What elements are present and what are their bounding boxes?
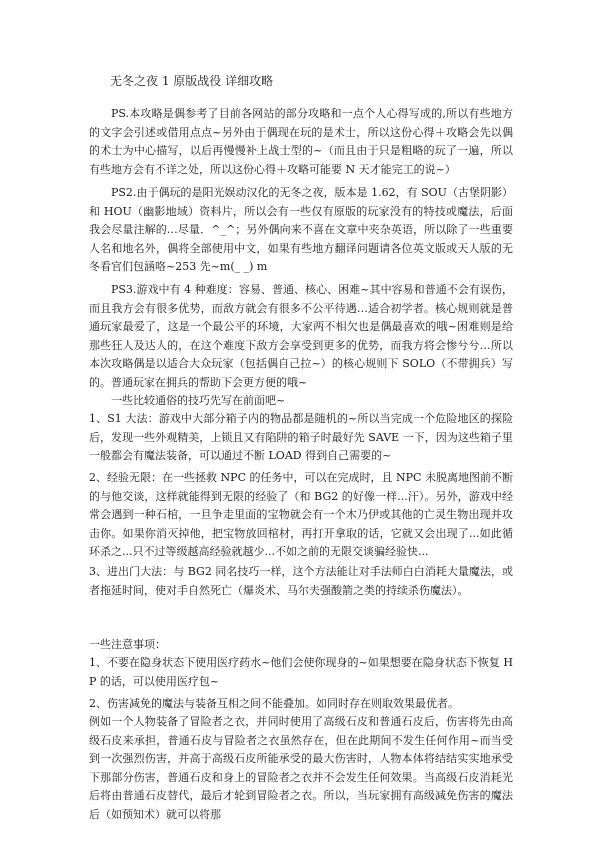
note-1-paragraph: 1、不要在隐身状态下使用医疗药水~他们会使你现身的~如果想要在隐身状态下恢复 HP 的话，可以使用医疗包~ xyxy=(89,656,513,688)
note-2-paragraph: 2、伤害减免的魔法与装备互相之间不能叠加。如同时存在则取效果最优者。 xyxy=(89,697,459,710)
ps3-paragraph: PS3.游戏中有 4 种难度：容易、普通、核心、困难~其中容易和普通不会有误伤，而且我方会有很多优势，而敌方就会有很多不公平待遇…适合初学者。核心规则就是普通玩家最爱了，这是一个最公平的环境，大家两不相欠也是偶最喜欢的哦~困难则是给那些狂人及达人的，在这个难度下敌方会享受到更多的优势，而我方将会惨兮兮…所以本次攻略偶是以适合大众玩家（包括偶自己拉~）的核心规则下 SOLO（不带拥兵）写的。普通玩家在拥兵的帮助下会更方便的哦~ xyxy=(89,283,513,389)
notes-heading: 一些注意事项： xyxy=(89,638,166,651)
tip-2-paragraph: 2、经验无限：在一些拯救 NPC 的任务中，可以在完成时，且 NPC 未脱离地图前不断的与他交谈，这样就能得到无限的经验了（和 BG2 的好像一样...汗）。另外，游戏中经常会遇到一种石棺，一旦争走里面的宝物就会有一个木乃伊或其他的亡灵生物出现并攻击你。如果你消灭掉他，把宝物放回棺材，再打开拿取的话，它就又会出现了...如此循环杀之...只不过等级越高经验就越少...不如之前的无限交谈骗经验快... xyxy=(89,471,513,558)
note-2-example-paragraph: 例如一个人物装备了冒险者之衣，并同时使用了高级石皮和普通石皮后，伤害将先由高级石皮来承担，普通石皮与冒险者之衣虽然存在，但在此期间不发生任何作用~而当受到一次强烈伤害，并高于高级石皮所能承受的最大伤害时，人物本体将结结实实地承受下那部分伤害，普通石皮和身上的冒险者之衣并不会发生任何效果。当高级石皮消耗光后将由普通石皮替代，最后才轮到冒险者之衣。所以，当玩家拥有高级减免伤害的魔法后（如预知术）就可以将那 xyxy=(89,715,513,821)
tip-1-paragraph: 1、S1 大法：游戏中大部分箱子内的物品都是随机的~所以当完成一个危险地区的探险后，发现一些外观精美，上锁且又有陷阱的箱子时最好先 SAVE 一下，因为这些箱子里一般都会有魔法装备，可以通过不断 LOAD 得到自己需要的~ xyxy=(89,412,513,462)
ps2-paragraph: PS2.由于偶玩的是阳光娱动汉化的无冬之夜，版本是 1.62，有 SOU（古堡阴影）和 HOU（幽影地域）资料片，所以会有一些仅有原版的玩家没有的特技或魔法，后面我会尽量注解的…尽量．^_^；另外偶向来不喜在文章中夹杂英语，所以除了一些重要人名和地名外，偶将全部使用中文，如果有些地方翻译问题请各位英文版或天人版的无冬看官们包涵咯~253 先~m(_ _) m xyxy=(89,186,513,273)
tips-intro: 一些比较通俗的技巧先写在前面吧~ xyxy=(111,394,286,407)
document-title: 无冬之夜 1 原版战役 详细攻略 xyxy=(110,74,274,88)
tip-3-paragraph: 3、进出门大法：与 BG2 同名技巧一样，这个方法能让对手法师白白消耗大量魔法，或者拖延时间，使对手自然死亡（爆炎术、马尔夫强酸箭之类的持续杀伤魔法）。 xyxy=(89,565,513,597)
ps1-paragraph: PS.本攻略是偶参考了目前各网站的部分攻略和一点个人心得写成的,所以有些地方的文字会引述或借用点点~另外由于偶现在玩的是术士，所以这份心得＋攻略会先以偶的术士为中心描写，以后再慢慢补上战士型的~（而且由于只是粗略的玩了一遍，所以有些地方会有不详之处，所以这份心得＋攻略可能要 N 天才能完工的说~） xyxy=(89,107,513,176)
